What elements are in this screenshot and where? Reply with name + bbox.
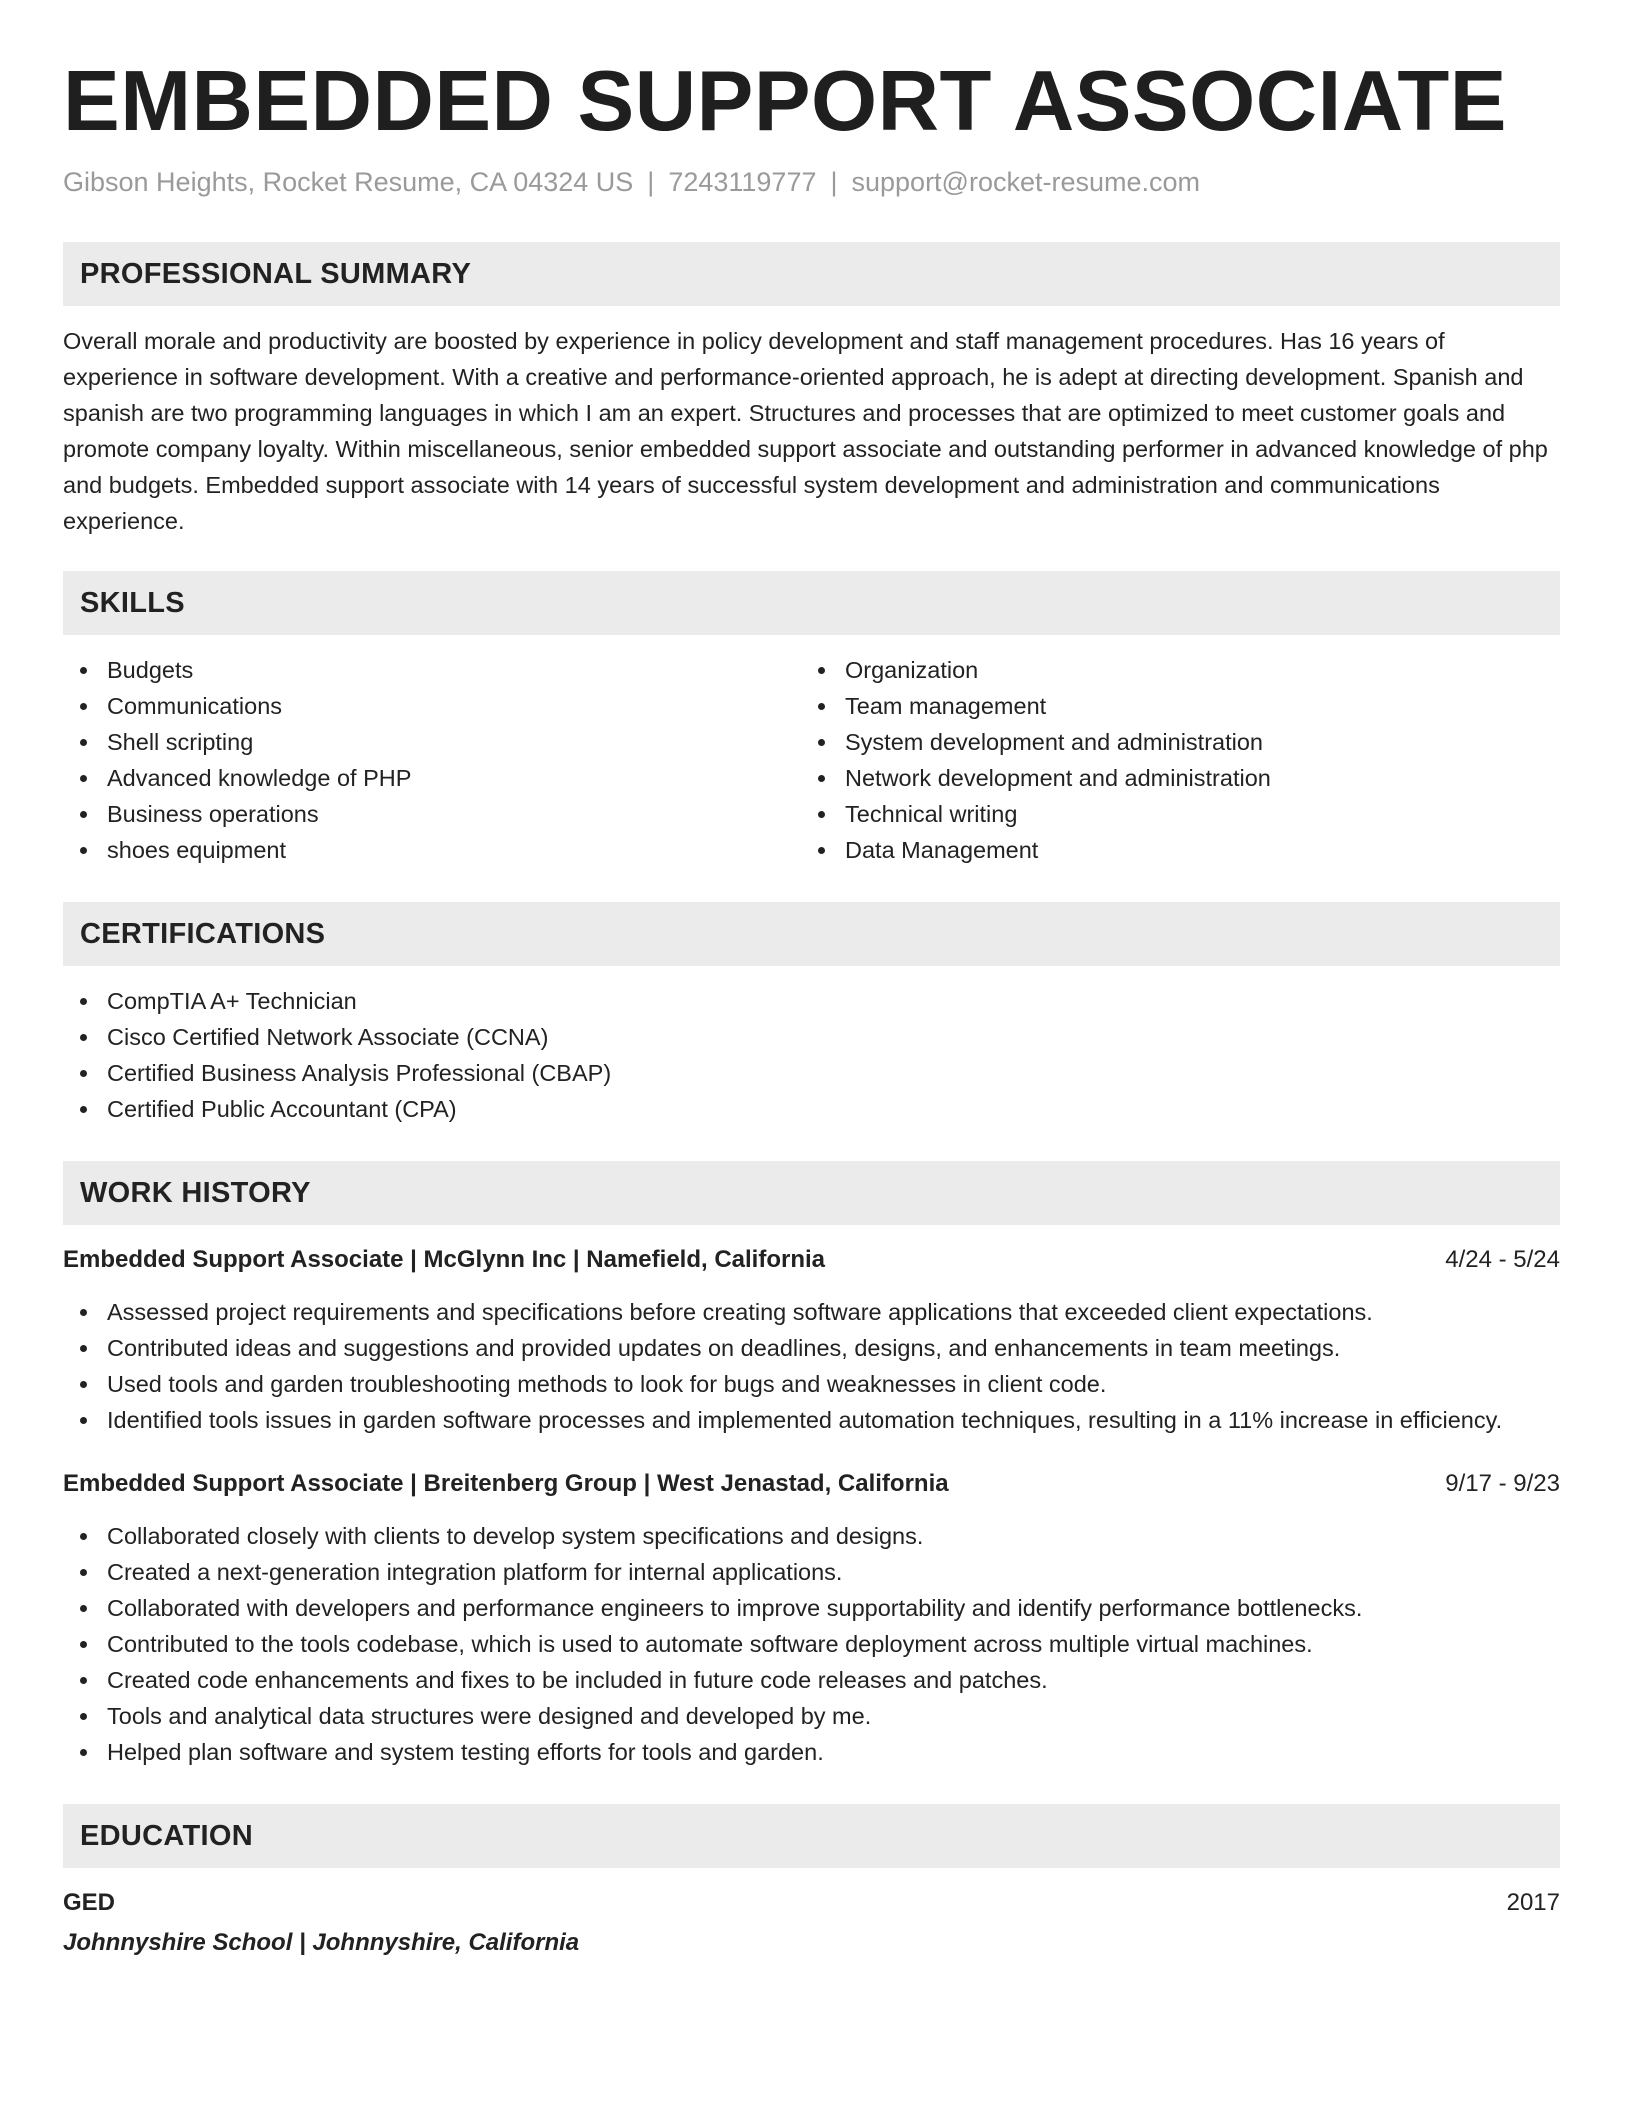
education-year: 2017 <box>1506 1889 1560 1916</box>
section-heading-summary: PROFESSIONAL SUMMARY <box>63 242 1560 306</box>
contact-separator: | <box>830 167 838 197</box>
section-heading-work-history: WORK HISTORY <box>63 1161 1560 1225</box>
education-degree: GED <box>63 1889 116 1916</box>
skill-item: Technical writing <box>801 796 1539 832</box>
certification-item: Certified Public Accountant (CPA) <box>63 1091 1560 1127</box>
job-dates: 9/17 - 9/23 <box>1445 1470 1560 1497</box>
certification-item: Cisco Certified Network Associate (CCNA) <box>63 1019 1560 1055</box>
education-entry <box>63 1885 1560 1961</box>
candidate-name: EMBEDDED SUPPORT ASSOCIATE <box>63 54 1507 149</box>
job-bullets <box>63 1294 1560 1438</box>
job-bullet: Collaborated with developers and performance engineers to improve supportability and identify performance bottlenecks. <box>63 1590 1560 1626</box>
skill-item: Network development and administration <box>801 760 1539 796</box>
skill-item: Budgets <box>63 652 801 688</box>
job-bullet: Collaborated closely with clients to develop system specifications and designs. <box>63 1518 1560 1554</box>
job-bullet: Created a next-generation integration platform for internal applications. <box>63 1554 1560 1590</box>
section-heading-skills: SKILLS <box>63 571 1560 635</box>
job-bullet: Assessed project requirements and specifications before creating software applications that exceeded client expectations. <box>63 1294 1560 1330</box>
skill-item: Data Management <box>801 832 1539 868</box>
contact-separator: | <box>647 167 655 197</box>
resume-page <box>63 52 1560 1961</box>
certification-item: CompTIA A+ Technician <box>63 983 1560 1019</box>
certifications-list <box>63 983 1560 1127</box>
job-bullet: Used tools and garden troubleshooting methods to look for bugs and weaknesses in client code. <box>63 1366 1560 1402</box>
job-bullet: Created code enhancements and fixes to be included in future code releases and patches. <box>63 1662 1560 1698</box>
skill-item: Team management <box>801 688 1539 724</box>
job-bullet: Helped plan software and system testing efforts for tools and garden. <box>63 1734 1560 1770</box>
job-heading: Embedded Support Associate | Breitenberg Group | West Jenastad, California <box>63 1470 949 1497</box>
skills-column-right <box>801 652 1539 868</box>
job-heading: Embedded Support Associate | McGlynn Inc | Namefield, California <box>63 1246 826 1273</box>
job-header <box>63 1242 1560 1278</box>
skill-item: Business operations <box>63 796 801 832</box>
job-entry <box>63 1242 1560 1438</box>
job-bullets <box>63 1518 1560 1770</box>
skill-item: Advanced knowledge of PHP <box>63 760 801 796</box>
contact-line <box>63 164 1560 200</box>
job-bullet: Contributed ideas and suggestions and provided updates on deadlines, designs, and enhancements in team meetings. <box>63 1330 1560 1366</box>
education-header <box>63 1885 1560 1921</box>
skill-item: Communications <box>63 688 801 724</box>
job-header <box>63 1466 1560 1502</box>
job-bullet: Contributed to the tools codebase, which is used to automate software deployment across multiple virtual machines. <box>63 1626 1560 1662</box>
skill-item: System development and administration <box>801 724 1539 760</box>
contact-address: Gibson Heights, Rocket Resume, CA 04324 US <box>63 167 634 197</box>
skill-item: Shell scripting <box>63 724 801 760</box>
skill-item: Organization <box>801 652 1539 688</box>
skill-item: shoes equipment <box>63 832 801 868</box>
job-dates: 4/24 - 5/24 <box>1445 1246 1560 1273</box>
skills-column-left <box>63 652 801 868</box>
job-bullet: Tools and analytical data structures were designed and developed by me. <box>63 1698 1560 1734</box>
section-heading-certifications: CERTIFICATIONS <box>63 902 1560 966</box>
job-entry <box>63 1466 1560 1770</box>
skills-list <box>63 652 1560 868</box>
certification-item: Certified Business Analysis Professional (CBAP) <box>63 1055 1560 1091</box>
summary-text: Overall morale and productivity are boosted by experience in policy development and staff management procedures. Has 16 years of experience in software development. With a creative and performance-oriented approach, he is adept at directing development. Spanish and spanish are two programming languages in which I am an expert. Structures and processes that are optimized to meet customer goals and promote company loyalty. Within miscellaneous, senior embedded support associate and outstanding performer in advanced knowledge of php and budgets. Embedded support associate with 14 years of successful system development and administration and communications experience. <box>63 328 1548 534</box>
contact-phone: 7243119777 <box>668 167 817 197</box>
contact-email[interactable]: support@rocket-resume.com <box>851 167 1201 197</box>
job-bullet: Identified tools issues in garden software processes and implemented automation techniques, resulting in a 11% increase in efficiency. <box>63 1402 1560 1438</box>
section-heading-education: EDUCATION <box>63 1804 1560 1868</box>
education-school: Johnnyshire School | Johnnyshire, California <box>63 1929 580 1956</box>
